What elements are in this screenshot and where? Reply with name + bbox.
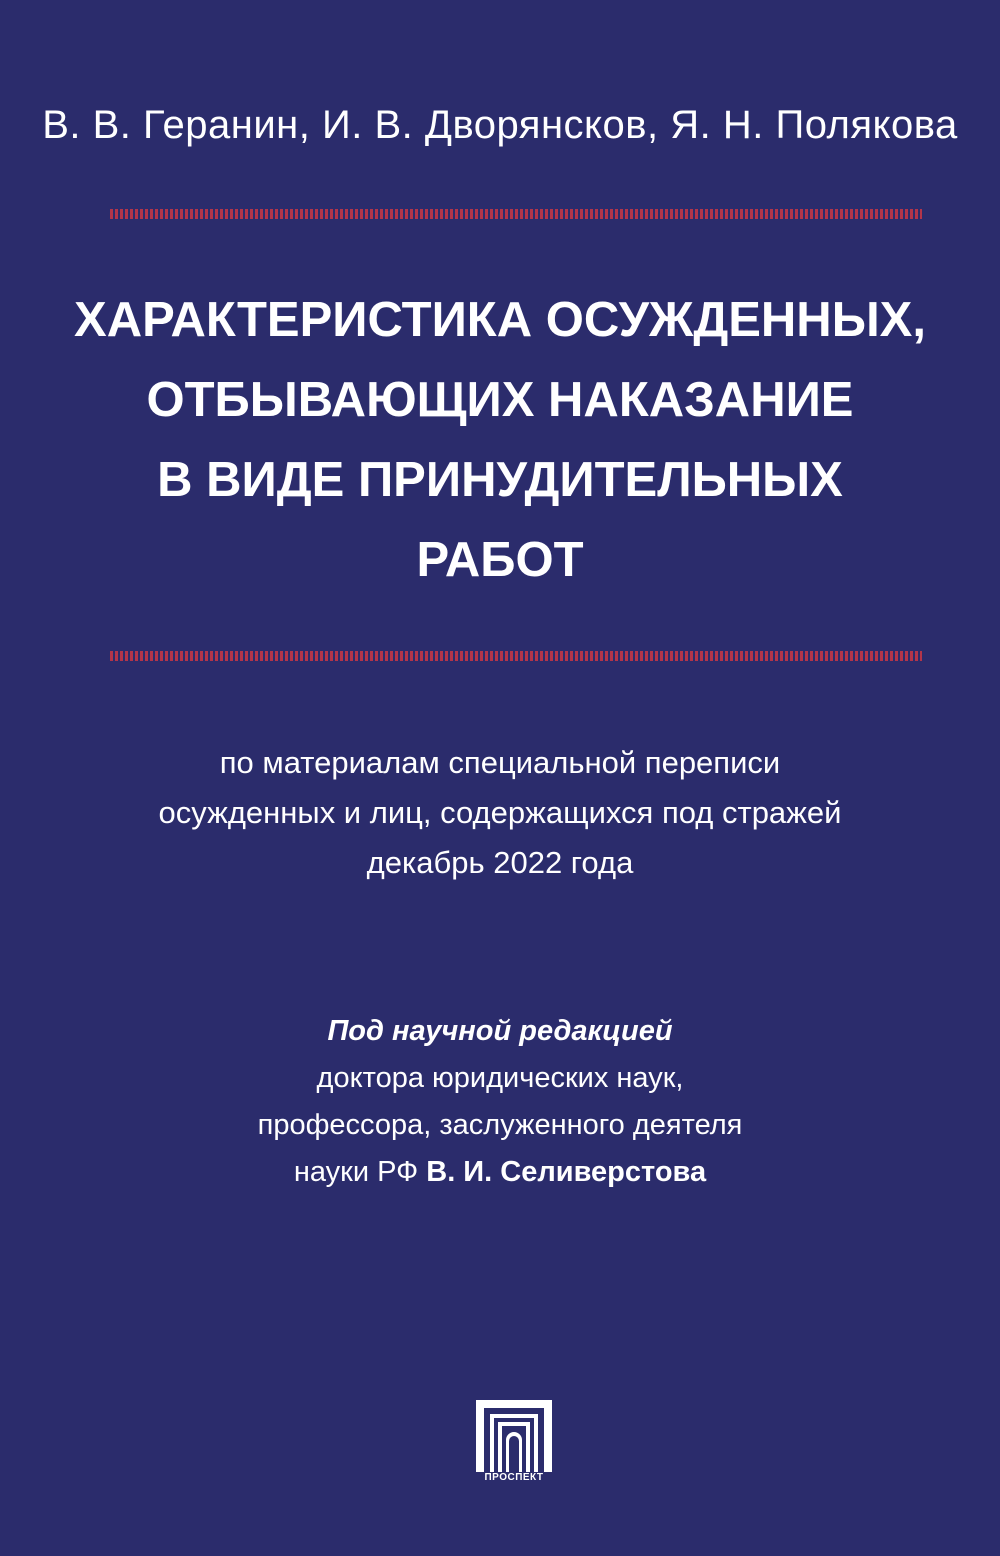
publisher-logo-text: ПРОСПЕКТ	[484, 1472, 544, 1483]
title-line: ОТБЫВАЮЩИХ НАКАЗАНИЕ	[146, 373, 854, 427]
editor-degree: доктора юридических наук,	[316, 1062, 684, 1094]
publisher-logo-icon	[476, 1400, 552, 1472]
editor-credit	[0, 1008, 1000, 1196]
editor-name: В. И. Селиверстова	[426, 1156, 707, 1188]
publisher-logo	[476, 1400, 552, 1490]
subtitle-line: декабрь 2022 года	[366, 845, 634, 880]
divider-bottom	[110, 651, 922, 661]
editor-name-prefix: науки РФ	[293, 1156, 427, 1188]
title-line: ХАРАКТЕРИСТИКА ОСУЖДЕННЫХ,	[74, 293, 926, 347]
book-title	[0, 280, 1000, 600]
subtitle	[0, 738, 1000, 888]
title-line: РАБОТ	[416, 533, 584, 587]
subtitle-line: осужденных и лиц, содержащихся под стражей	[158, 795, 842, 830]
editor-title: профессора, заслуженного деятеля	[257, 1109, 743, 1141]
editor-name-line	[0, 1149, 1000, 1196]
editor-lead: Под научной редакцией	[327, 1015, 673, 1047]
divider-top	[110, 209, 922, 219]
subtitle-line: по материалам специальной переписи	[219, 745, 781, 780]
authors: В. В. Геранин, И. В. Дворянсков, Я. Н. Полякова	[42, 103, 958, 147]
title-line: В ВИДЕ ПРИНУДИТЕЛЬНЫХ	[157, 453, 843, 507]
